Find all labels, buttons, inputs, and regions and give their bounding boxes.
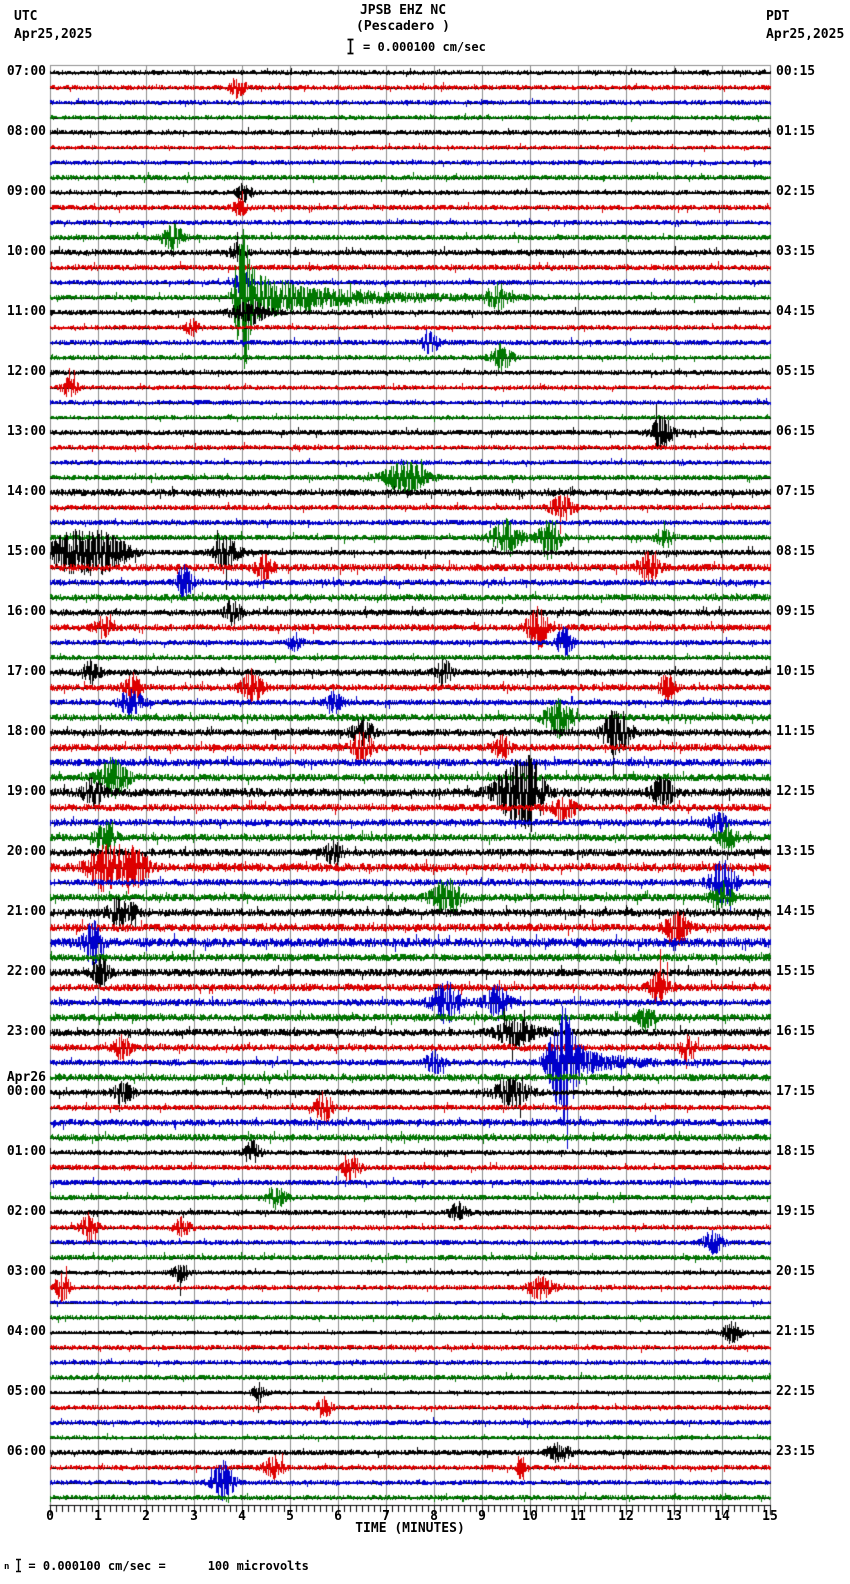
pdt-hour-label: 09:15 — [776, 604, 816, 619]
scale-legend — [346, 38, 486, 55]
x-tick-label: 3 — [190, 1509, 198, 1524]
footer-scale-note — [4, 1558, 309, 1573]
pdt-hour-label: 17:15 — [776, 1084, 816, 1099]
footer-microvolts-value: 100 microvolts — [207, 1558, 309, 1573]
utc-hour-label: 21:00 — [6, 904, 46, 919]
pdt-hour-label: 20:15 — [776, 1264, 816, 1279]
x-tick-label: 14 — [714, 1509, 730, 1524]
pdt-hour-label: 21:15 — [776, 1324, 816, 1339]
x-tick-label: 15 — [762, 1509, 778, 1524]
right-timezone: PDT — [766, 9, 790, 24]
utc-hour-label: 01:00 — [6, 1144, 46, 1159]
utc-hour-label: 00:00 — [6, 1084, 46, 1099]
x-tick-label: 2 — [142, 1509, 150, 1524]
utc-hour-label: 11:00 — [6, 304, 46, 319]
utc-hour-label: 04:00 — [6, 1324, 46, 1339]
x-tick-label: 12 — [618, 1509, 634, 1524]
scale-bar-icon — [346, 38, 355, 55]
utc-hour-label: 23:00 — [6, 1024, 46, 1039]
utc-hour-label: 07:00 — [6, 64, 46, 79]
x-tick-label: 8 — [430, 1509, 438, 1524]
left-timezone: UTC — [14, 9, 38, 24]
utc-hour-label: 02:00 — [6, 1204, 46, 1219]
right-date: Apr25,2025 — [766, 27, 845, 42]
x-tick-label: 9 — [478, 1509, 486, 1524]
x-tick-label: 4 — [238, 1509, 246, 1524]
pdt-hour-label: 23:15 — [776, 1444, 816, 1459]
pdt-hour-label: 19:15 — [776, 1204, 816, 1219]
x-tick-label: 11 — [570, 1509, 586, 1524]
x-tick-label: 0 — [46, 1509, 54, 1524]
x-tick-label: 1 — [94, 1509, 102, 1524]
utc-hour-label: 22:00 — [6, 964, 46, 979]
pdt-hour-label: 02:15 — [776, 184, 816, 199]
utc-hour-label: 15:00 — [6, 544, 46, 559]
pdt-hour-label: 22:15 — [776, 1384, 816, 1399]
utc-date-break-label: Apr26 — [6, 1070, 46, 1085]
utc-hour-label: 12:00 — [6, 364, 46, 379]
left-date: Apr25,2025 — [14, 27, 93, 42]
x-tick-label: 6 — [334, 1509, 342, 1524]
pdt-hour-label: 15:15 — [776, 964, 816, 979]
x-tick-label: 7 — [382, 1509, 390, 1524]
pdt-hour-label: 01:15 — [776, 124, 816, 139]
utc-hour-label: 14:00 — [6, 484, 46, 499]
pdt-hour-label: 12:15 — [776, 784, 816, 799]
pdt-hour-label: 06:15 — [776, 424, 816, 439]
utc-hour-label: 19:00 — [6, 784, 46, 799]
pdt-hour-label: 03:15 — [776, 244, 816, 259]
pdt-hour-label: 05:15 — [776, 364, 816, 379]
pdt-hour-label: 14:15 — [776, 904, 816, 919]
utc-hour-label: 20:00 — [6, 844, 46, 859]
pdt-hour-label: 00:15 — [776, 64, 816, 79]
utc-hour-label: 06:00 — [6, 1444, 46, 1459]
utc-hour-label: 03:00 — [6, 1264, 46, 1279]
x-axis-title: TIME (MINUTES) — [355, 1521, 465, 1536]
utc-hour-label: 08:00 — [6, 124, 46, 139]
utc-hour-label: 16:00 — [6, 604, 46, 619]
pdt-hour-label: 08:15 — [776, 544, 816, 559]
scale-bar-icon-small — [15, 1558, 22, 1573]
station-title: JPSB EHZ NC — [359, 3, 447, 18]
x-tick-label: 13 — [666, 1509, 682, 1524]
station-site-name: (Pescadero ) — [356, 19, 450, 34]
utc-hour-label: 05:00 — [6, 1384, 46, 1399]
x-tick-label: 5 — [286, 1509, 294, 1524]
pdt-hour-label: 07:15 — [776, 484, 816, 499]
utc-hour-label: 13:00 — [6, 424, 46, 439]
pdt-hour-label: 16:15 — [776, 1024, 816, 1039]
pdt-hour-label: 13:15 — [776, 844, 816, 859]
x-tick-label: 10 — [522, 1509, 538, 1524]
footer-scale-equation: = 0.000100 cm/sec = — [28, 1558, 166, 1573]
utc-hour-label: 18:00 — [6, 724, 46, 739]
utc-hour-label: 10:00 — [6, 244, 46, 259]
utc-hour-label: 17:00 — [6, 664, 46, 679]
pdt-hour-label: 11:15 — [776, 724, 816, 739]
pdt-hour-label: 18:15 — [776, 1144, 816, 1159]
pdt-hour-label: 10:15 — [776, 664, 816, 679]
footer-sub-glyph: n — [4, 1562, 10, 1572]
pdt-hour-label: 04:15 — [776, 304, 816, 319]
scale-label: = 0.000100 cm/sec — [363, 39, 486, 54]
utc-hour-label: 09:00 — [6, 184, 46, 199]
